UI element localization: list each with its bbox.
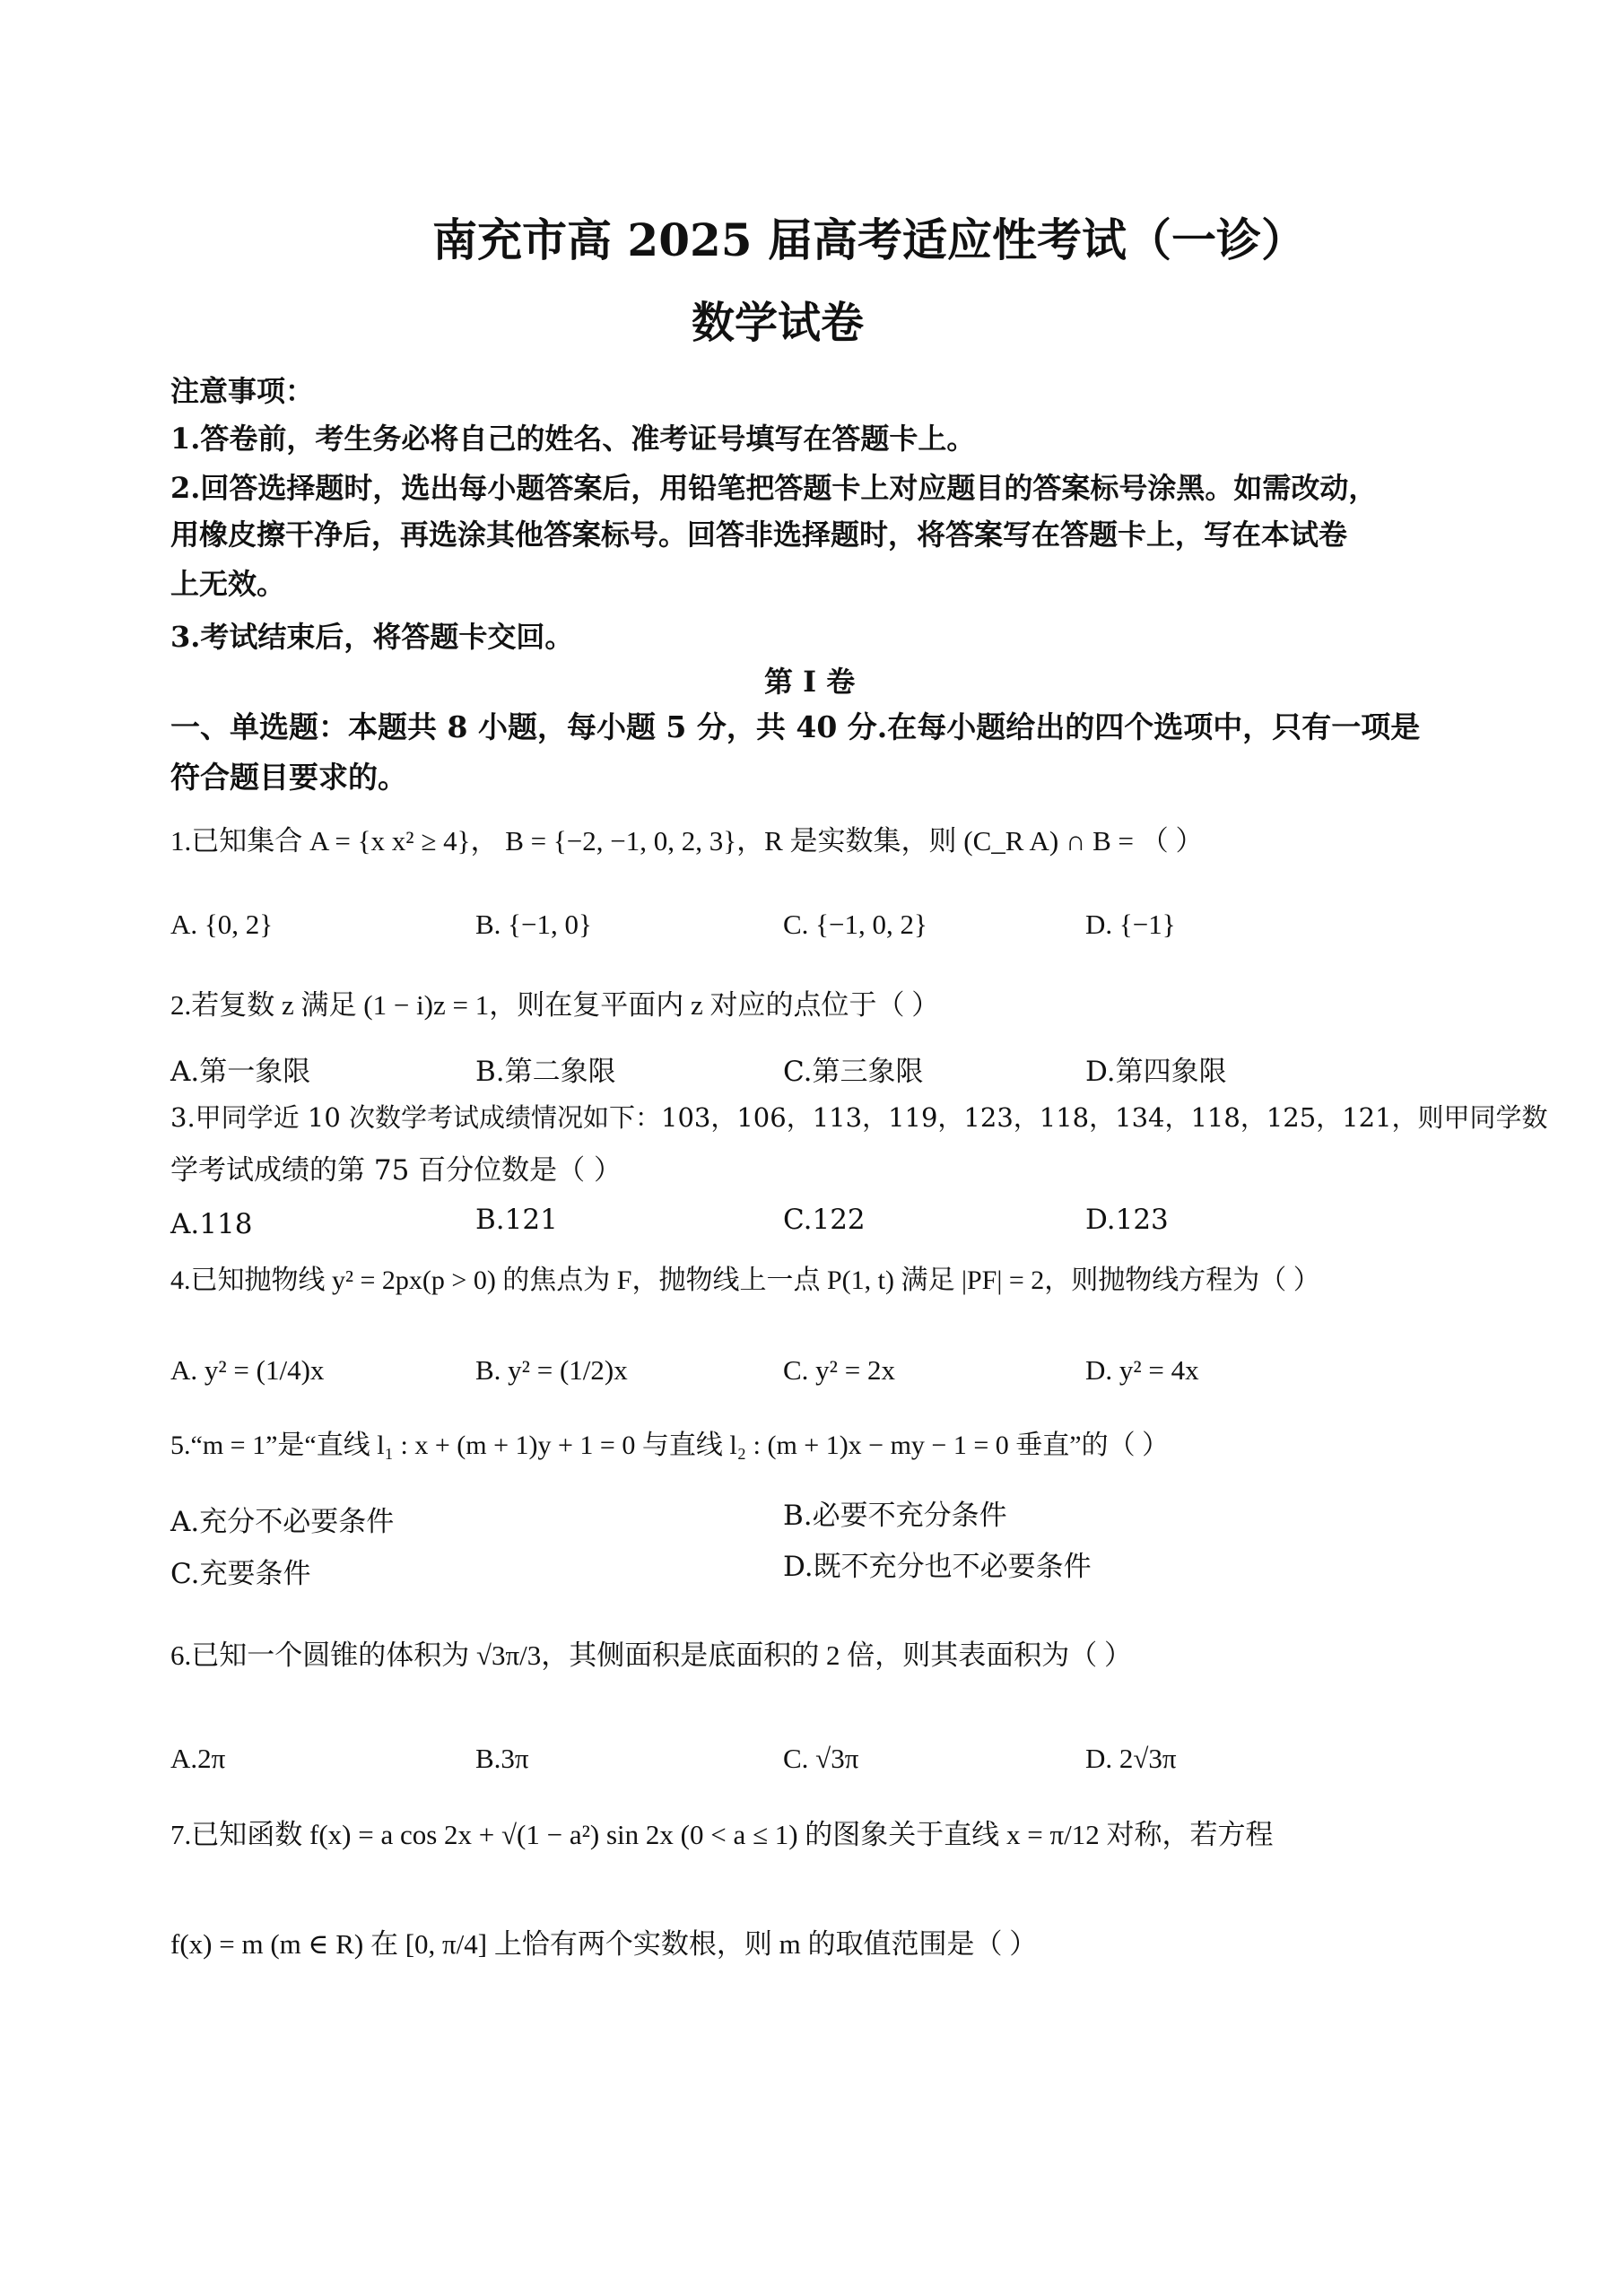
question-5-option-a: A.充分不必要条件 <box>170 1506 395 1538</box>
question-4-option-b: B. y² = (1/2)x <box>475 1354 628 1386</box>
question-6-option-d: D. 2√3π <box>1085 1743 1177 1774</box>
question-2-option-d: D.第四象限 <box>1085 1056 1227 1088</box>
question-1-option-a: A. {0, 2} <box>170 909 274 940</box>
question-1-option-b: B. {−1, 0} <box>475 909 592 940</box>
question-1-stem: 1.已知集合 A = {x x² ≥ 4}， B = {−2, −1, 0, 2, 3}，R 是实数集，则 (C_R A) ∩ B = （ ） <box>170 825 1204 857</box>
notice-line-2: 2.回答选择题时，选出每小题答案后，用铅笔把答题卡上对应题目的答案标号涂黑。如需改动， <box>170 471 1378 505</box>
question-3-option-d: D.123 <box>1085 1204 1169 1236</box>
question-5-stem: 5.“m = 1”是“直线 l₁ : x + (m + 1)y + 1 = 0 与直线 l₂ : (m + 1)x − my − 1 = 0 垂直”的（ ） <box>170 1431 1170 1460</box>
question-3-stem-line-1: 3.甲同学近 10 次数学考试成绩情况如下：103，106，113，119，123，118，134，118，125，121，则甲同学数 <box>170 1102 1548 1133</box>
question-6-option-b: B.3π <box>475 1743 529 1774</box>
part-title: 第 I 卷 <box>764 665 856 699</box>
question-4-option-c: C. y² = 2x <box>783 1354 895 1386</box>
notice-line-1: 1.答卷前，考生务必将自己的姓名、准考证号填写在答题卡上。 <box>170 422 976 456</box>
question-6-stem: 6.已知一个圆锥的体积为 √3π/3，其侧面积是底面积的 2 倍，则其表面积为（ ） <box>170 1639 1133 1671</box>
question-7-stem-line-2: f(x) = m (m ∈ R) 在 [0, π/4] 上恰有两个实数根，则 m 的取值范围是（ ） <box>170 1928 1038 1960</box>
question-6-option-c: C. √3π <box>783 1743 859 1774</box>
notice-line-4: 上无效。 <box>170 567 286 601</box>
exam-subtitle: 数学试卷 <box>692 298 865 348</box>
question-3-option-c: C.122 <box>783 1204 866 1236</box>
notice-line-3: 用橡皮擦干净后，再选涂其他答案标号。回答非选择题时，将答案写在答题卡上，写在本试卷 <box>170 517 1348 552</box>
question-6-option-a: A.2π <box>170 1743 226 1774</box>
question-5-option-d: D.既不充分也不必要条件 <box>783 1551 1092 1583</box>
question-3-stem-line-2: 学考试成绩的第 75 百分位数是（ ） <box>170 1154 622 1187</box>
question-2-stem: 2.若复数 z 满足 (1 − i)z = 1，则在复平面内 z 对应的点位于（ ） <box>170 989 940 1021</box>
question-7-stem-line-1: 7.已知函数 f(x) = a cos 2x + √(1 − a²) sin 2x (0 < a ≤ 1) 的图象关于直线 x = π/12 对称，若方程 <box>170 1819 1274 1850</box>
section-line-1: 一、单选题：本题共 8 小题，每小题 5 分，共 40 分.在每小题给出的四个选项中，只有一项是 <box>170 709 1421 744</box>
question-4-option-d: D. y² = 4x <box>1085 1354 1199 1386</box>
question-3-option-a: A.118 <box>170 1208 253 1240</box>
question-5-option-b: B.必要不充分条件 <box>783 1500 1007 1532</box>
section-line-2: 符合题目要求的。 <box>170 760 407 795</box>
question-1-option-c: C. {−1, 0, 2} <box>783 909 927 940</box>
notice-line-5: 3.考试结束后，将答题卡交回。 <box>170 620 574 654</box>
notice-heading: 注意事项： <box>170 374 315 408</box>
question-5-option-c: C.充要条件 <box>170 1558 311 1590</box>
question-3-option-b: B.121 <box>475 1204 558 1236</box>
question-1-option-d: D. {−1} <box>1085 909 1176 940</box>
question-2-option-b: B.第二象限 <box>475 1056 616 1088</box>
question-2-option-c: C.第三象限 <box>783 1056 924 1088</box>
question-2-option-a: A.第一象限 <box>170 1056 311 1088</box>
question-4-option-a: A. y² = (1/4)x <box>170 1354 325 1386</box>
question-4-stem: 4.已知抛物线 y² = 2px(p > 0) 的焦点为 F，抛物线上一点 P(1, t) 满足 |PF| = 2，则抛物线方程为（ ） <box>170 1265 1320 1295</box>
exam-title: 南充市高 2025 届高考适应性考试（一诊） <box>432 213 1306 266</box>
